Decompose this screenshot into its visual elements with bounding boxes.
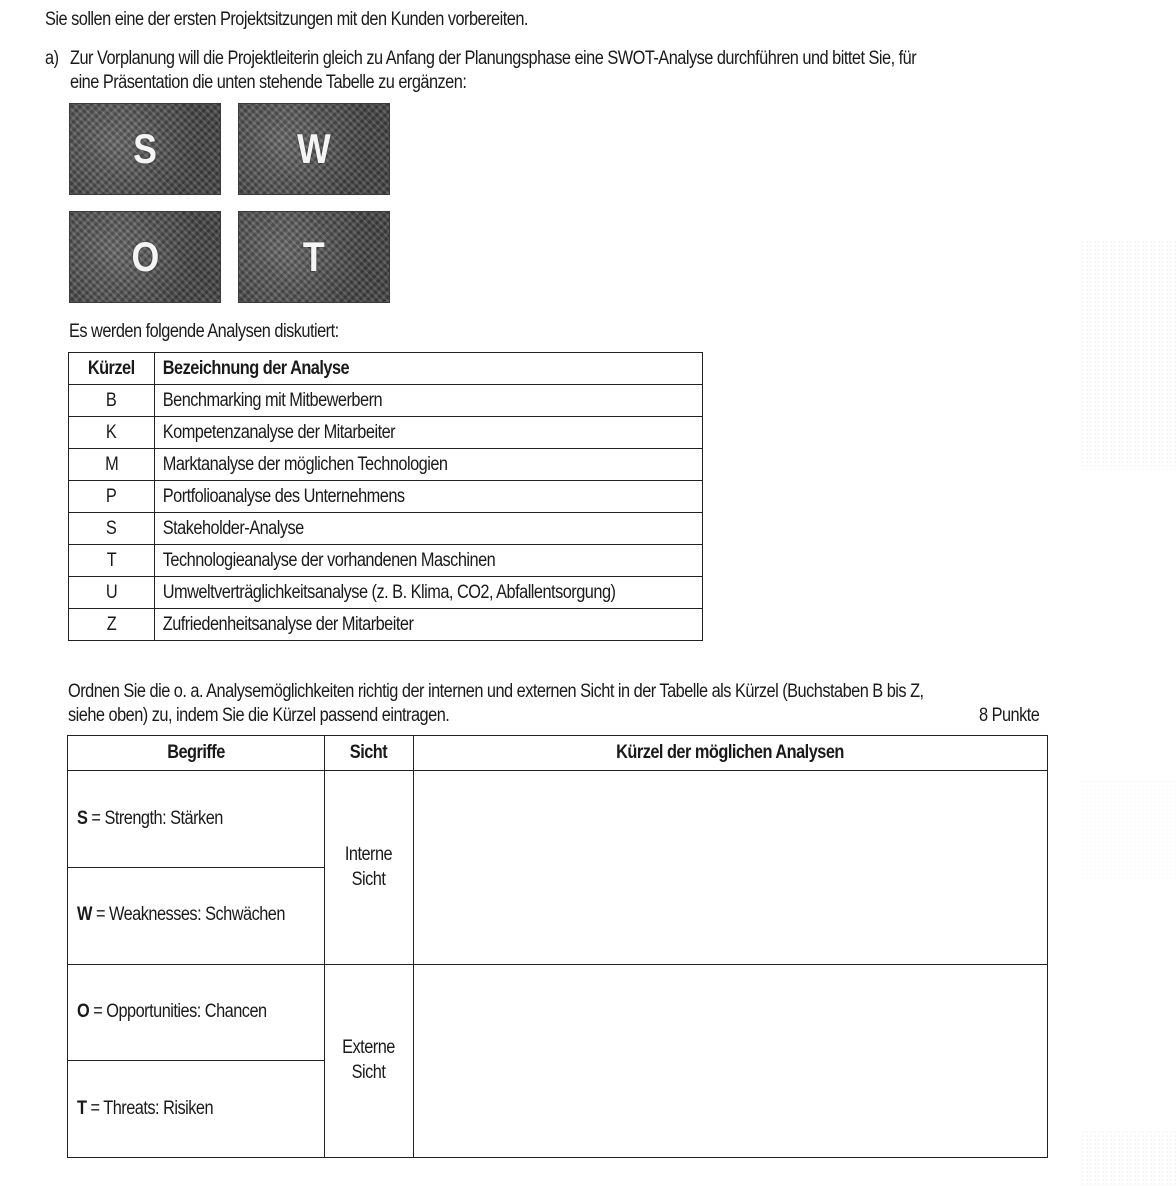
row-bezeichnung: Zufriedenheitsanalyse der Mitarbeiter (155, 609, 703, 641)
term-strength: S = Strength: Stärken (77, 808, 223, 829)
row-kuerzel: K (69, 417, 155, 449)
swot-letter-o: O (131, 233, 159, 280)
divider (68, 1060, 324, 1061)
row-kuerzel: U (69, 577, 155, 609)
term-weaknesses: W = Weaknesses: Schwächen (77, 904, 285, 925)
view-intern-line2: Sicht (351, 869, 386, 890)
divider (413, 736, 414, 1157)
swot-letter-s: S (133, 125, 157, 172)
divider (68, 867, 324, 868)
row-kuerzel: Z (69, 609, 155, 641)
swot-tile-w (238, 103, 390, 195)
divider (68, 964, 1047, 965)
swot-tile-t (238, 211, 390, 303)
divider (324, 736, 325, 1157)
table-row (69, 545, 703, 577)
table-row (69, 385, 703, 417)
divider (68, 770, 1047, 771)
analysis-table (68, 352, 703, 641)
table-row (69, 481, 703, 513)
term-opportunities: O = Opportunities: Chancen (77, 1001, 267, 1022)
term-threats: T = Threats: Risiken (77, 1098, 214, 1119)
row-bezeichnung: Portfolioanalyse des Unternehmens (155, 481, 703, 513)
points-label: 8 Punkte (979, 705, 1040, 726)
swot-tile-s (69, 103, 221, 195)
header-kuerzel: Kürzel (69, 353, 155, 385)
table-row (69, 417, 703, 449)
row-bezeichnung: Benchmarking mit Mitbewerbern (155, 385, 703, 417)
row-kuerzel: T (69, 545, 155, 577)
swot-letter-w: W (297, 125, 331, 172)
view-extern-line2: Sicht (351, 1062, 386, 1083)
swot-letter-t: T (303, 233, 325, 280)
row-bezeichnung: Technologieanalyse der vorhandenen Maschinen (155, 545, 703, 577)
table-row (69, 513, 703, 545)
scan-speckle (1081, 1130, 1176, 1186)
swot-tile-o (69, 211, 221, 303)
instruction-line2: siehe oben) zu, indem Sie die Kürzel passend eintragen. (68, 705, 450, 726)
answer-cell-intern[interactable] (416, 773, 1044, 962)
header-kuerzel-analysen: Kürzel der möglichen Analysen (616, 742, 844, 763)
view-intern-line1: Interne (344, 844, 393, 865)
header-begriffe: Begriffe (167, 742, 225, 763)
table-row (69, 449, 703, 481)
row-kuerzel: B (69, 385, 155, 417)
row-bezeichnung: Kompetenzanalyse der Mitarbeiter (155, 417, 703, 449)
answer-table (67, 735, 1048, 1158)
row-kuerzel: P (69, 481, 155, 513)
task-a-line2: eine Präsentation die unten stehende Tabelle zu ergänzen: (70, 72, 467, 93)
row-bezeichnung: Stakeholder-Analyse (155, 513, 703, 545)
header-bezeichnung: Bezeichnung der Analyse (155, 353, 703, 385)
task-marker: a) (45, 48, 59, 69)
table-row (69, 577, 703, 609)
row-bezeichnung: Umweltverträglichkeitsanalyse (z. B. Klima, CO2, Abfallentsorgung) (155, 577, 703, 609)
table-row (69, 609, 703, 641)
row-kuerzel: M (69, 449, 155, 481)
scan-speckle (1081, 240, 1176, 470)
task-a-line1: Zur Vorplanung will die Projektleiterin gleich zu Anfang der Planungsphase eine SWOT-Analyse durchführen und bittet Sie, für (70, 48, 917, 69)
row-bezeichnung: Marktanalyse der möglichen Technologien (155, 449, 703, 481)
row-kuerzel: S (69, 513, 155, 545)
header-sicht: Sicht (349, 742, 388, 763)
answer-cell-extern[interactable] (416, 967, 1044, 1155)
instruction-line1: Ordnen Sie die o. a. Analysemöglichkeiten richtig der internen und externen Sicht in der Tabelle als Kürzel (Buchstaben B bis Z, (68, 681, 924, 702)
analyses-intro: Es werden folgende Analysen diskutiert: (69, 321, 339, 342)
view-extern-line1: Externe (342, 1037, 395, 1058)
scan-speckle (1081, 780, 1176, 880)
intro-text: Sie sollen eine der ersten Projektsitzungen mit den Kunden vorbereiten. (45, 9, 528, 30)
analysis-table-header (69, 353, 703, 385)
